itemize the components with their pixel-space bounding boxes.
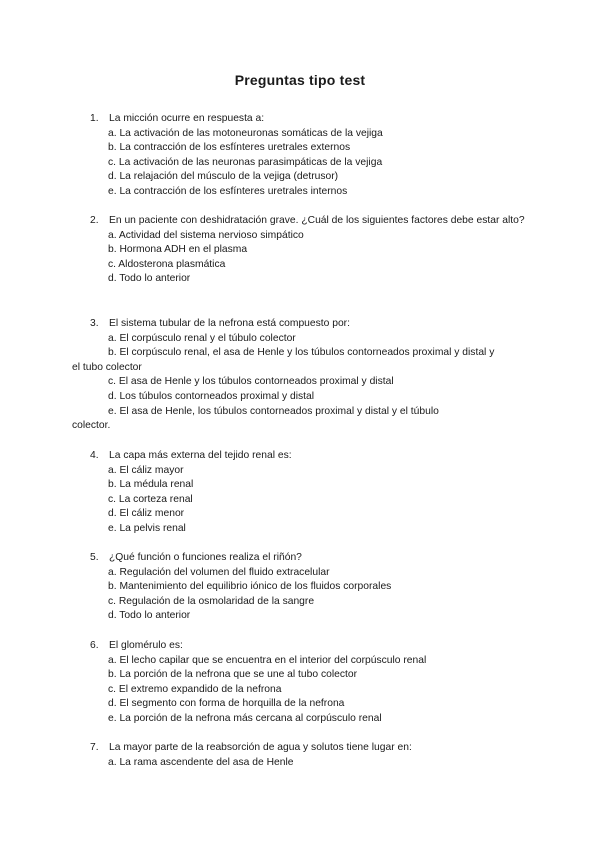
question-number: 4. <box>90 450 99 461</box>
question-text: El glomérulo es: <box>109 640 183 651</box>
answer-option: a. La rama ascendente del asa de Henle <box>108 756 294 768</box>
answer-option: b. El corpúsculo renal, el asa de Henle y los túbulos contorneados proximal y distal y <box>108 347 495 359</box>
answer-option: a. El corpúsculo renal y el túbulo colector <box>108 332 296 344</box>
question-text: La mayor parte de la reabsorción de agua y solutos tiene lugar en: <box>109 742 412 753</box>
answer-option: a. El cáliz mayor <box>108 464 184 476</box>
answer-option: c. El extremo expandido de la nefrona <box>108 683 282 695</box>
answer-option: c. Aldosterona plasmática <box>108 258 226 270</box>
answer-option: a. La activación de las motoneuronas somáticas de la vejiga <box>108 127 383 139</box>
answer-option: b. La contracción de los esfínteres uretrales externos <box>108 142 351 154</box>
question-number: 5. <box>90 552 99 563</box>
answer-option: e. La porción de la nefrona más cercana al corpúsculo renal <box>108 712 382 724</box>
answer-option: d. El cáliz menor <box>108 508 185 520</box>
question-number: 1. <box>90 113 99 124</box>
answer-option: c. La corteza renal <box>108 493 193 505</box>
answer-option: d. Todo lo anterior <box>108 273 191 285</box>
question-7 <box>72 741 532 770</box>
answer-option: b. La médula renal <box>108 479 194 491</box>
question-number: 7. <box>90 742 99 753</box>
answer-option: d. Los túbulos contorneados proximal y distal <box>108 390 315 402</box>
answer-option: e. El asa de Henle, los túbulos contorneados proximal y distal y el túbulo <box>108 405 439 417</box>
question-number: 2. <box>90 215 99 226</box>
answer-option: c. El asa de Henle y los túbulos contorneados proximal y distal <box>108 376 394 388</box>
answer-option: a. El lecho capilar que se encuentra en el interior del corpúsculo renal <box>108 654 427 666</box>
question-4 <box>72 449 532 537</box>
question-1 <box>72 112 532 200</box>
answer-option: b. Mantenimiento del equilibrio iónico de los fluidos corporales <box>108 581 392 593</box>
question-text: La micción ocurre en respuesta a: <box>109 113 265 124</box>
answer-option-continuation: el tubo colector <box>72 361 142 373</box>
answer-option: a. Actividad del sistema nervioso simpático <box>108 229 304 241</box>
page-title: Preguntas tipo test <box>234 72 366 88</box>
question-text: ¿Qué función o funciones realiza el riñón? <box>109 552 302 563</box>
answer-option: d. La relajación del músculo de la vejiga (detrusor) <box>108 171 339 183</box>
question-2 <box>72 214 532 287</box>
answer-option: b. La porción de la nefrona que se une al tubo colector <box>108 669 358 681</box>
question-5 <box>72 551 532 624</box>
answer-option: b. Hormona ADH en el plasma <box>108 244 248 256</box>
question-text: En un paciente con deshidratación grave. ¿Cuál de los siguientes factores debe estar alto? <box>109 215 525 226</box>
answer-option: e. La pelvis renal <box>108 522 186 534</box>
answer-option: e. La contracción de los esfínteres uretrales internos <box>108 185 348 197</box>
question-number: 6. <box>90 640 99 651</box>
question-text: El sistema tubular de la nefrona está compuesto por: <box>109 318 350 329</box>
answer-option: a. Regulación del volumen del fluido extracelular <box>108 566 330 578</box>
answer-option: d. Todo lo anterior <box>108 610 191 622</box>
answer-option-continuation: colector. <box>72 420 111 432</box>
question-number: 3. <box>90 318 99 329</box>
question-3 <box>72 317 532 434</box>
answer-option: d. El segmento con forma de horquilla de la nefrona <box>108 698 345 710</box>
question-6 <box>72 639 532 727</box>
answer-option: c. La activación de las neuronas parasimpáticas de la vejiga <box>108 156 383 168</box>
answer-option: c. Regulación de la osmolaridad de la sangre <box>108 595 315 607</box>
question-text: La capa más externa del tejido renal es: <box>109 450 292 461</box>
